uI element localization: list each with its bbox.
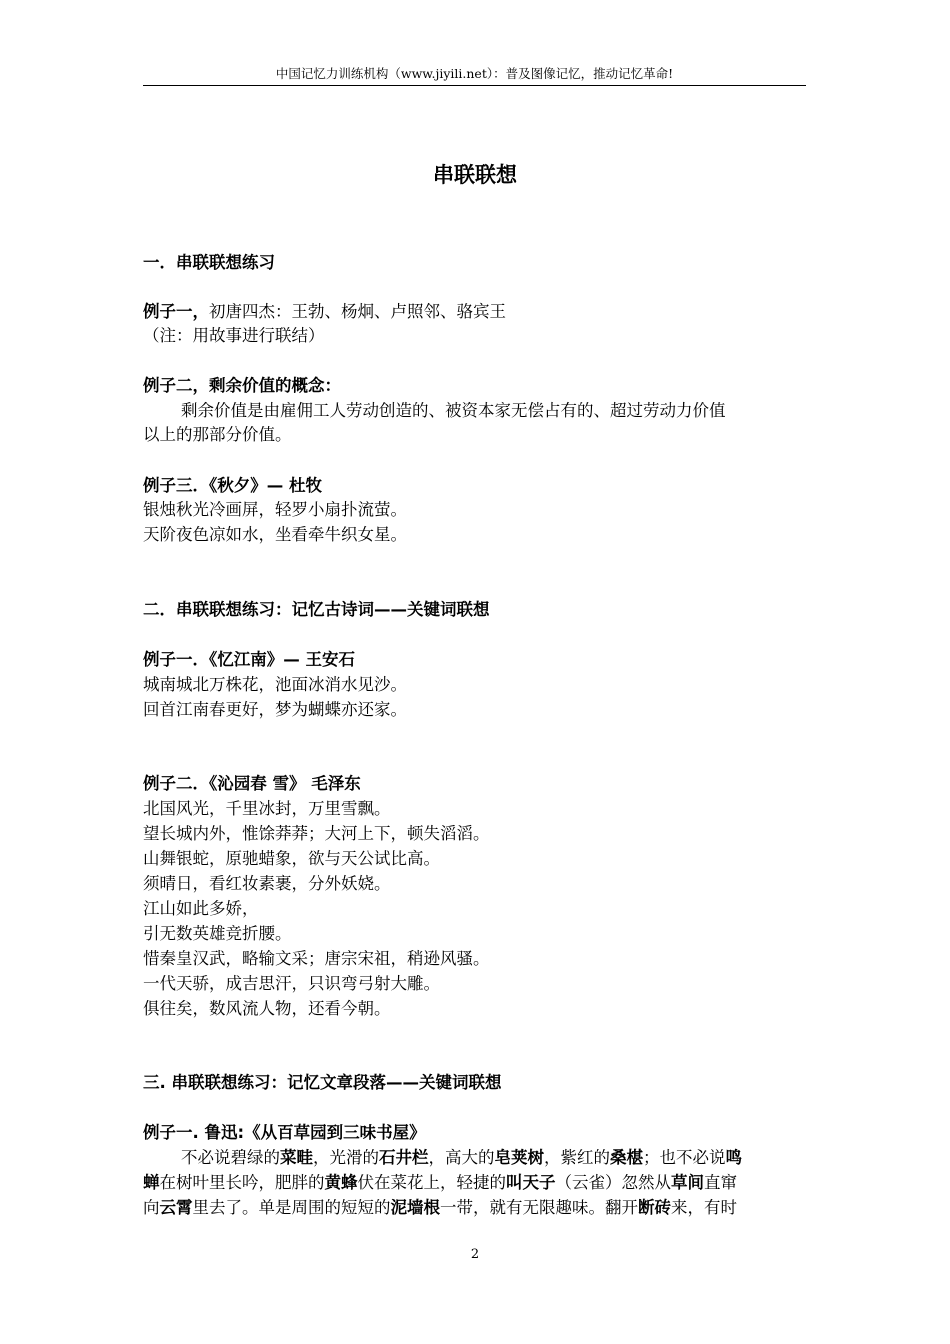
section1-example2-line2: 以上的那部分价值。 — [143, 425, 292, 444]
section1-example2-line1: 剩余价值是由雇佣工人劳动创造的、被资本家无偿占有的、超过劳动力价值 — [181, 401, 726, 420]
keyword: 泥墙根 — [390, 1198, 440, 1217]
section1-example3-label: 例子三．《秋夕》— 杜牧 — [143, 476, 322, 495]
poem-line: 一代天骄，成吉思汗，只识弯弓射大雕。 — [143, 974, 440, 993]
section3-heading: 三. 串联联想练习：记忆文章段落——关键词联想 — [143, 1073, 502, 1092]
text-run: 不必说碧绿的 — [181, 1148, 280, 1167]
poem-line: 江山如此多娇， — [143, 899, 259, 918]
poem-line: 须晴日，看红妆素裹，分外妖娆。 — [143, 874, 391, 893]
section1-example3-line1: 银烛秋光冷画屏，轻罗小扇扑流萤。 — [143, 500, 407, 519]
section1-heading: 一．串联联想练习 — [143, 253, 275, 272]
section1-example1-label: 例子一， — [143, 302, 209, 321]
keyword: 鸣 — [725, 1148, 742, 1167]
poem-line: 望长城内外，惟馀莽莽；大河上下，顿失滔滔。 — [143, 824, 490, 843]
section2-heading: 二．串联联想练习：记忆古诗词——关键词联想 — [143, 600, 490, 619]
keyword: 石井栏 — [379, 1148, 429, 1167]
keyword: 皂荚树 — [494, 1148, 544, 1167]
text-run: ，紫红的 — [544, 1148, 610, 1167]
keyword: 黄蜂 — [324, 1173, 358, 1192]
paragraph-line-3 — [143, 1195, 737, 1220]
keyword: 桑椹 — [610, 1148, 643, 1167]
text-run: （云雀）忽然从 — [555, 1173, 671, 1192]
poem-line: 山舞银蛇，原驰蜡象，欲与天公试比高。 — [143, 849, 440, 868]
section1-example1 — [143, 299, 506, 324]
text-run: 来，有时 — [671, 1198, 737, 1217]
keyword: 云霄 — [159, 1198, 193, 1217]
page-header: 中国记忆力训练机构（www.jiyili.net）：普及图像记忆，推动记忆革命! — [143, 64, 806, 86]
poem-line: 俱往矣，数风流人物，还看今朝。 — [143, 999, 391, 1018]
page-title: 串联联想 — [433, 163, 517, 187]
text-run: 直窜 — [704, 1173, 737, 1192]
text-run: 伏在菜花上，轻捷的 — [357, 1173, 506, 1192]
section1-example3-line2: 天阶夜色凉如水，坐看牵牛织女星。 — [143, 525, 407, 544]
section2-example1-line1: 城南城北万株花，池面冰消水见沙。 — [143, 675, 407, 694]
keyword: 菜畦 — [280, 1148, 313, 1167]
text-run: 向 — [143, 1198, 160, 1217]
poem-line: 引无数英雄竞折腰。 — [143, 924, 292, 943]
section1-example1-note: （注：用故事进行联结） — [143, 326, 325, 345]
section2-example1-line2: 回首江南春更好，梦为蝴蝶亦还家。 — [143, 700, 407, 719]
section1-example1-text: 初唐四杰：王勃、杨炯、卢照邻、骆宾王 — [209, 302, 506, 321]
keyword: 断砖 — [638, 1198, 671, 1217]
paragraph-line-2 — [143, 1170, 737, 1195]
text-run: ，光滑的 — [313, 1148, 379, 1167]
keyword: 蝉 — [143, 1173, 160, 1192]
text-run: 在树叶里长吟，肥胖的 — [159, 1173, 325, 1192]
section1-example2-label: 例子二，剩余价值的概念： — [143, 376, 341, 395]
keyword: 草间 — [671, 1173, 704, 1192]
poem-line: 北国风光，千里冰封，万里雪飘。 — [143, 799, 391, 818]
section3-example1-label: 例子一. 鲁迅:《从百草园到三味书屋》 — [143, 1123, 426, 1142]
section2-example1-label: 例子一．《忆江南》— 王安石 — [143, 650, 355, 669]
keyword: 叫天子 — [506, 1173, 556, 1192]
text-run: ；也不必说 — [643, 1148, 726, 1167]
text-run: ，高大的 — [428, 1148, 495, 1167]
section2-example2-label: 例子二．《沁园春 雪》 毛泽东 — [143, 774, 361, 793]
page-number: 2 — [470, 1247, 480, 1262]
poem-line: 惜秦皇汉武，略输文采；唐宗宋祖，稍逊风骚。 — [143, 949, 490, 968]
paragraph-line-1 — [143, 1145, 742, 1170]
text-run: 一带，就有无限趣味。翻开 — [440, 1198, 638, 1217]
text-run: 里去了。单是周围的短短的 — [192, 1198, 391, 1217]
